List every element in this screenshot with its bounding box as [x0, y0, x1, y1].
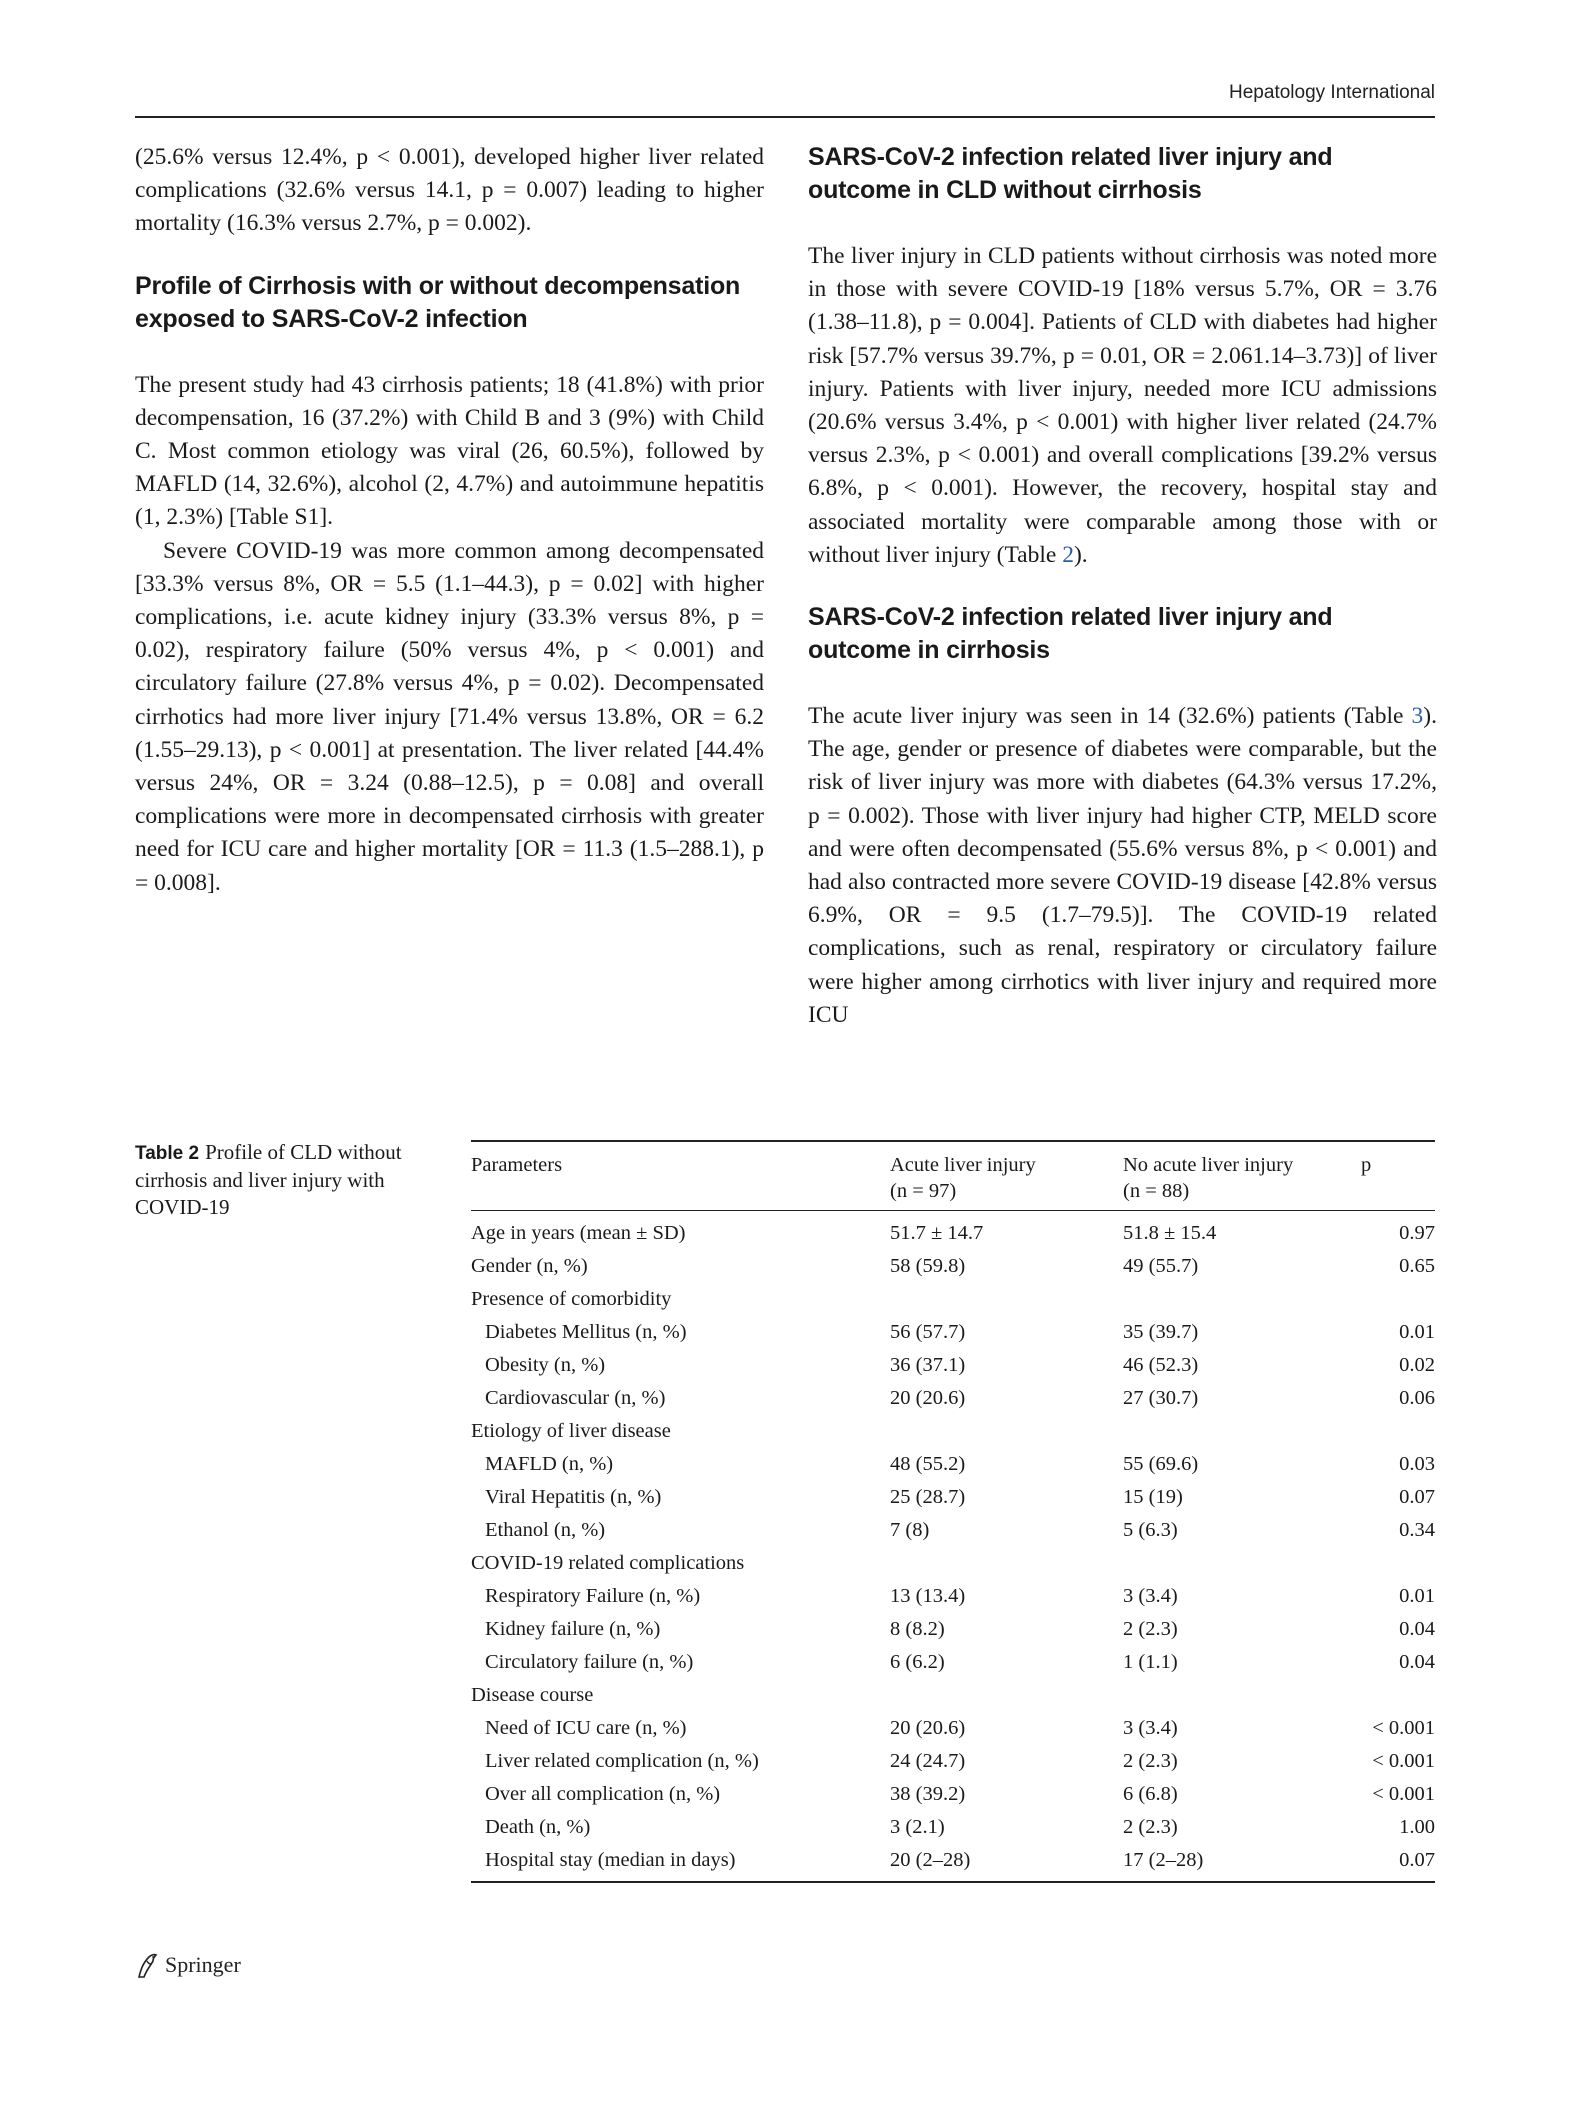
table-row-group: Etiology of liver disease	[471, 1420, 671, 1442]
table-row: Need of ICU care (n, %) 20 (20.6) 3 (3.4) < 0.001	[485, 1717, 1435, 1739]
table-2-link[interactable]: 2	[1062, 541, 1074, 568]
table-row: Viral Hepatitis (n, %) 25 (28.7) 15 (19) 0.07	[485, 1486, 1435, 1508]
left-para-2: Severe COVID-19 was more common among decompensated [33.3% versus 8%, OR = 5.5 (1.1–44.3), p = 0.02] with higher complications, i.e. acute kidney injury (33.3% versus 8%, p = 0.02), respiratory failure (50% versus 4%, p < 0.001) and circulatory failure (27.8% versus 4%, p = 0.02). Decompensated cirrhotics had more liver injury [71.4% versus 13.8%, OR = 6.2 (1.55–29.13), p < 0.001] at presentation. The liver related [44.4% versus 24%, OR = 3.24 (0.88–12.5), p = 0.08] and overall complications were more in decompensated cirrhosis with greater need for ICU care and higher mortality [OR = 11.3 (1.5–288.1), p = 0.008].	[135, 537, 764, 896]
table-row: Obesity (n, %) 36 (37.1) 46 (52.3) 0.02	[485, 1354, 1435, 1376]
table-row: Age in years (mean ± SD) 51.7 ± 14.7 51.8 ± 15.4 0.97	[471, 1222, 1435, 1244]
header-no-acute: No acute liver injury (n = 88)	[1123, 1153, 1294, 1202]
table-row: Diabetes Mellitus (n, %) 56 (57.7) 35 (39.7) 0.01	[485, 1321, 1435, 1343]
table-row: Hospital stay (median in days) 20 (2–28) 17 (2–28) 0.07	[485, 1849, 1435, 1871]
section-heading-cirrhosis-profile: Profile of Cirrhosis with or without decompensation exposed to SARS-CoV-2 infection	[135, 271, 741, 333]
table-row: Kidney failure (n, %) 8 (8.2) 2 (2.3) 0.04	[485, 1618, 1435, 1640]
table-3-link[interactable]: 3	[1411, 703, 1424, 730]
right-column	[808, 141, 1437, 1032]
table-caption	[135, 1139, 435, 1221]
table-row: Respiratory Failure (n, %) 13 (13.4) 3 (3.4) 0.01	[485, 1585, 1435, 1607]
table-row: Gender (n, %) 58 (59.8) 49 (55.7) 0.65	[471, 1255, 1435, 1277]
section-heading-cld-without-cirrhosis: SARS-CoV-2 infection related liver injury and outcome in CLD without cirrhosis	[808, 143, 1333, 204]
table-row-group: COVID-19 related complications	[471, 1552, 745, 1574]
header-acute: Acute liver injury (n = 97)	[890, 1153, 1036, 1202]
right-para-1: The liver injury in CLD patients without cirrhosis was noted more in those with severe COVID-19 [18% versus 5.7%, OR = 3.76 (1.38–11.8), p = 0.004]. Patients of CLD with diabetes had higher risk [57.7% versus 39.7%, p = 0.01, OR = 2.061.14–3.73)] of liver injury. Patients with liver injury, needed more ICU admissions (20.6% versus 3.4%, p < 0.001) with higher liver related (24.7% versus 2.3%, p < 0.001) and overall complications [39.2% versus 6.8%, p < 0.001). However, the recovery, hospital stay and associated mortality were comparable among those with or without liver injury (Table 2).	[808, 243, 1437, 568]
table-row: Ethanol (n, %) 7 (8) 5 (6.3) 0.34	[485, 1519, 1435, 1541]
table-row: Circulatory failure (n, %) 6 (6.2) 1 (1.1) 0.04	[485, 1651, 1435, 1673]
header-parameters: Parameters	[471, 1153, 563, 1176]
table-row: Cardiovascular (n, %) 20 (20.6) 27 (30.7) 0.06	[485, 1387, 1435, 1409]
header-p: p	[1361, 1153, 1372, 1176]
table-row-group: Presence of comorbidity	[471, 1288, 672, 1310]
table-row: Over all complication (n, %) 38 (39.2) 6 (6.8) < 0.001	[485, 1783, 1435, 1805]
table-header	[471, 1142, 1435, 1210]
section-heading-cirrhosis-outcome: SARS-CoV-2 infection related liver injury and outcome in cirrhosis	[808, 603, 1333, 665]
table-label: Table 2	[135, 1143, 200, 1164]
table-row: Death (n, %) 3 (2.1) 2 (2.3) 1.00	[485, 1816, 1435, 1838]
publisher-footer	[135, 1951, 241, 1979]
journal-name: Hepatology International	[1229, 82, 1435, 103]
table-2	[471, 1140, 1435, 1883]
left-column	[135, 141, 764, 900]
left-para-1: The present study had 43 cirrhosis patients; 18 (41.8%) with prior decompensation, 16 (37.2%) with Child B and 3 (9%) with Child C. Most common etiology was viral (26, 60.5%), followed by MAFLD (14, 32.6%), alcohol (2, 4.7%) and autoimmune hepatitis (1, 2.3%) [Table S1].	[135, 371, 764, 531]
table-row-group: Disease course	[471, 1684, 594, 1706]
table-row: Liver related complication (n, %) 24 (24.7) 2 (2.3) < 0.001	[485, 1750, 1435, 1772]
right-para-2: The acute liver injury was seen in 14 (32.6%) patients (Table 3). The age, gender or presence of diabetes were comparable, but the risk of liver injury was more with diabetes (64.3% versus 17.2%, p = 0.002). Those with liver injury had higher CTP, MELD score and were often decompensated (55.6% versus 8%, p < 0.001) and had also contracted more severe COVID-19 disease [42.8% versus 6.9%, OR = 9.5 (1.7–79.5)]. The COVID-19 related complications, such as renal, respiratory or circulatory failure were higher among cirrhotics with liver injury and required more ICU	[808, 703, 1437, 1028]
left-para-top: (25.6% versus 12.4%, p < 0.001), developed higher liver related complications (32.6% versus 14.1, p = 0.007) leading to higher mortality (16.3% versus 2.7%, p = 0.002).	[135, 144, 764, 237]
table-body	[471, 1211, 1435, 1881]
table-caption-text: Profile of CLD without cirrhosis and liver injury with COVID-19	[135, 1140, 402, 1219]
table-row: MAFLD (n, %) 48 (55.2) 55 (69.6) 0.03	[485, 1453, 1435, 1475]
publisher-name: Springer	[165, 1952, 241, 1977]
table-bottom-rule	[471, 1881, 1435, 1883]
springer-horse-icon	[135, 1951, 159, 1979]
header-rule	[135, 116, 1435, 118]
